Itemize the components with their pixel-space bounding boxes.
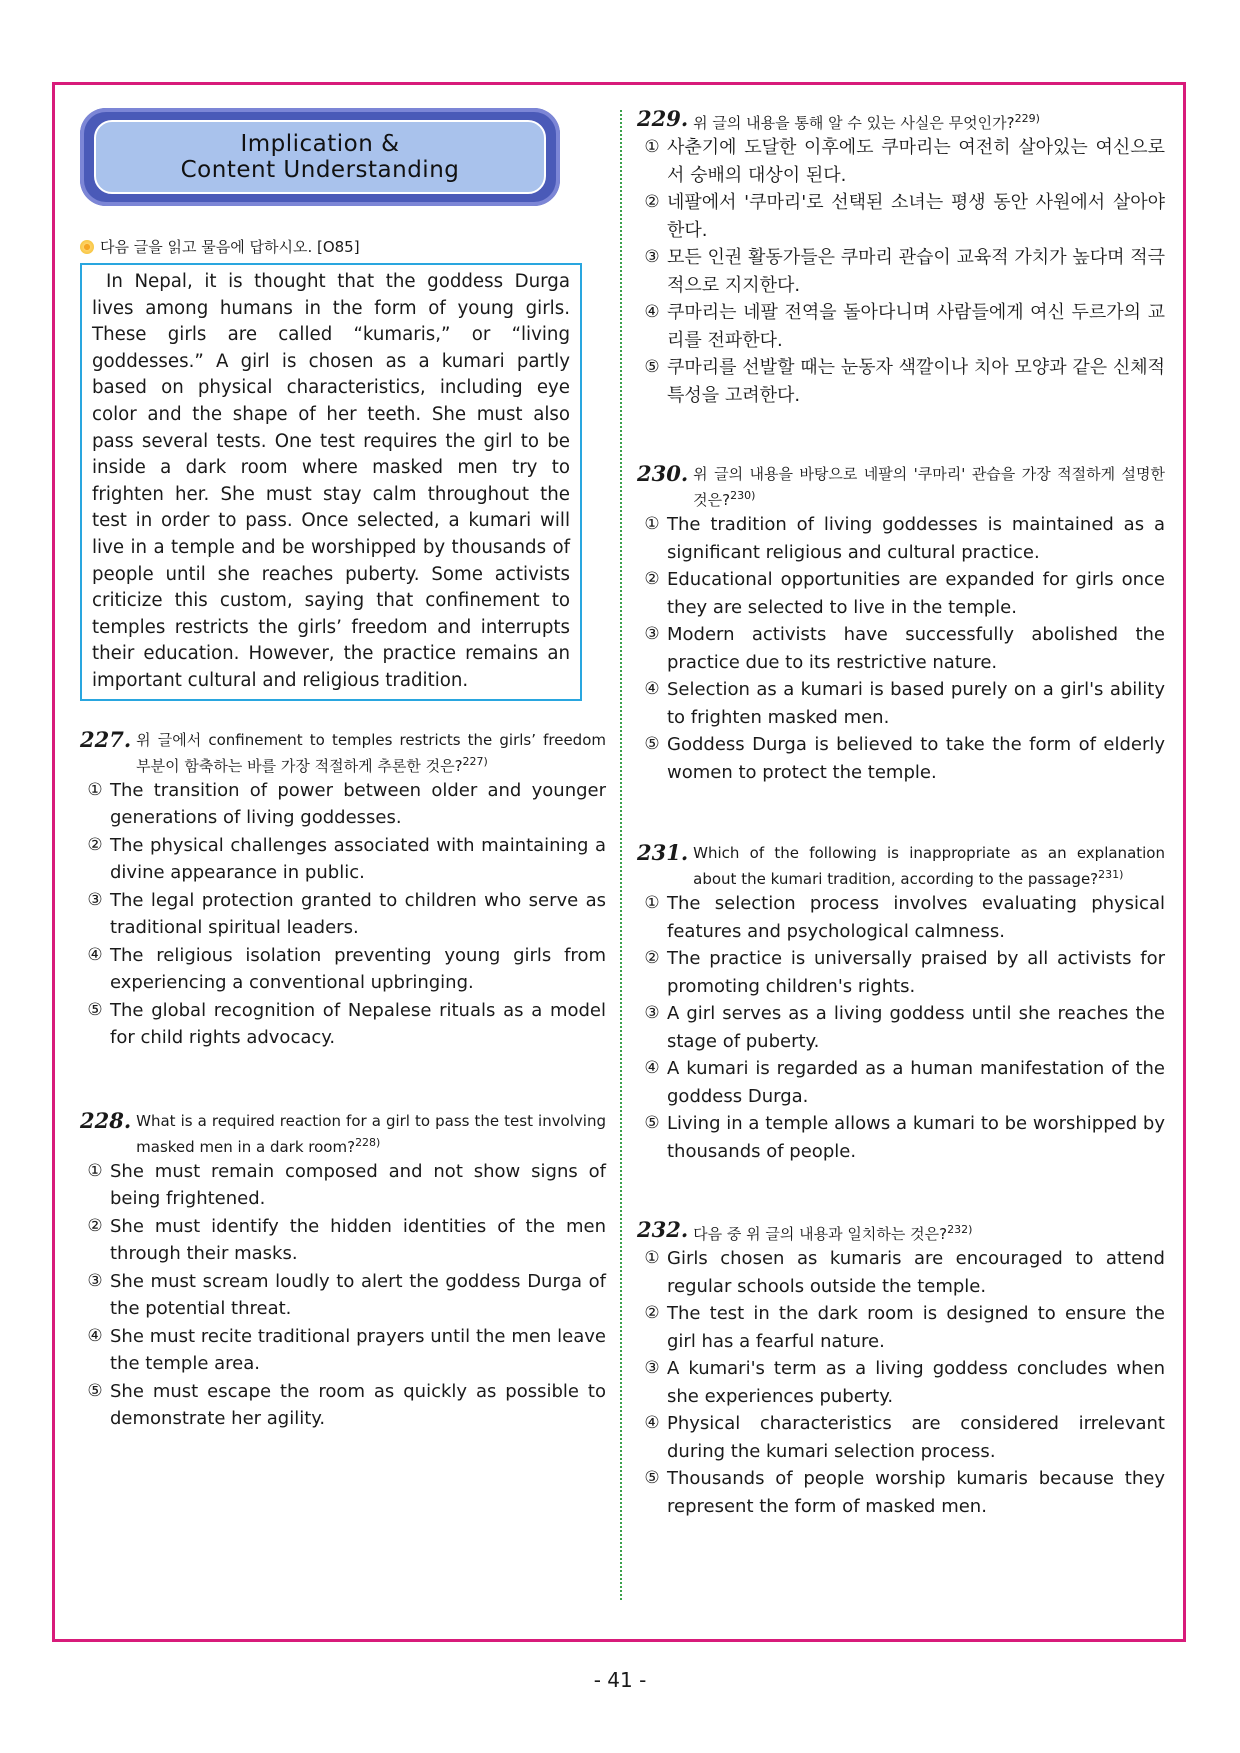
question-text: 위 글에서 confinement to temples restricts the girls’ freedom 부분이 함축하는 바를 가장 적절하게 추론한 것은?: [136, 730, 606, 775]
option-text: The tradition of living goddesses is maintained as a significant religious and cultural practice.: [667, 514, 1165, 563]
answer-option[interactable]: [637, 731, 1165, 786]
question-stem: [80, 1107, 606, 1158]
answer-option[interactable]: [637, 621, 1165, 676]
answer-option[interactable]: [637, 945, 1165, 1000]
question-stem: [637, 842, 1165, 890]
answer-option[interactable]: [80, 887, 606, 942]
answer-option[interactable]: [80, 1323, 606, 1378]
option-number: ②: [87, 1215, 103, 1236]
option-text: She must scream loudly to alert the goddess Durga of the potential threat.: [110, 1270, 606, 1319]
footnote-ref: 232): [947, 1223, 973, 1236]
badge-line2: Content Understanding: [180, 157, 460, 183]
answer-option[interactable]: [637, 1245, 1165, 1300]
option-number: ②: [644, 948, 660, 968]
option-number: ④: [644, 1413, 660, 1433]
option-text: The legal protection granted to children who serve as traditional spiritual leaders.: [110, 889, 606, 938]
answer-option[interactable]: [80, 942, 606, 997]
option-number: ③: [644, 1003, 660, 1023]
option-text: Girls chosen as kumaris are encouraged to attend regular schools outside the temple.: [667, 1248, 1165, 1297]
option-text: A girl serves as a living goddess until she reaches the stage of puberty.: [667, 1003, 1165, 1052]
question-number: 229.: [637, 106, 689, 131]
answer-option[interactable]: [637, 299, 1165, 354]
option-number: ③: [644, 1358, 660, 1378]
option-number: ②: [87, 834, 103, 855]
answer-option[interactable]: [80, 1268, 606, 1323]
question-232: [637, 1219, 1165, 1520]
option-text: Modern activists have successfully abolished the practice due to its restrictive nature.: [667, 624, 1165, 673]
answer-option[interactable]: [637, 189, 1165, 244]
question-stem: [637, 108, 1165, 134]
answer-option[interactable]: [637, 511, 1165, 566]
option-number: ①: [644, 1248, 660, 1268]
footnote-ref: 231): [1098, 868, 1124, 881]
answer-option[interactable]: [637, 1055, 1165, 1110]
option-number: ④: [644, 302, 660, 322]
question-stem: [637, 1219, 1165, 1245]
option-text: The religious isolation preventing young girls from experiencing a conventional upbringing.: [110, 944, 606, 993]
option-text: Physical characteristics are considered irrelevant during the kumari selection process.: [667, 1413, 1165, 1462]
option-text: Selection as a kumari is based purely on a girl's ability to frighten masked men.: [667, 679, 1165, 728]
option-text: 네팔에서 '쿠마리'로 선택된 소녀는 평생 동안 사원에서 살아야 한다.: [667, 192, 1165, 241]
option-text: She must identify the hidden identities of the men through their masks.: [110, 1215, 606, 1264]
question-number: 232.: [637, 1217, 689, 1242]
option-text: Goddess Durga is believed to take the form of elderly women to protect the temple.: [667, 734, 1165, 783]
option-number: ⑤: [87, 999, 103, 1020]
option-number: ③: [644, 247, 660, 267]
option-number: ③: [87, 889, 103, 910]
question-stem: [637, 463, 1165, 511]
option-text: 쿠마리를 선발할 때는 눈동자 색깔이나 치아 모양과 같은 신체적 특성을 고려한다.: [667, 357, 1165, 406]
question-text: 다음 중 위 글의 내용과 일치하는 것은?: [693, 1225, 948, 1243]
question-number: 228.: [80, 1107, 132, 1133]
question-text: 위 글의 내용을 통해 알 수 있는 사실은 무엇인가?: [693, 114, 1015, 132]
question-text: 위 글의 내용을 바탕으로 네팔의 '쿠마리' 관습을 가장 적절하게 설명한 것은?: [693, 465, 1165, 509]
answer-option[interactable]: [637, 1355, 1165, 1410]
answer-option[interactable]: [80, 832, 606, 887]
question-stem: [80, 726, 606, 777]
option-number: ⑤: [87, 1380, 103, 1401]
instruction: [80, 236, 606, 257]
option-number: ④: [644, 679, 660, 699]
answer-option[interactable]: [80, 1378, 606, 1433]
option-number: ①: [644, 137, 660, 157]
option-text: 쿠마리는 네팔 전역을 돌아다니며 사람들에게 여신 두르가의 교리를 전파한다.: [667, 302, 1165, 351]
option-number: ②: [644, 1303, 660, 1323]
option-text: The transition of power between older and younger generations of living goddesses.: [110, 779, 606, 828]
option-number: ①: [644, 514, 660, 534]
option-text: A kumari's term as a living goddess concludes when she experiences puberty.: [667, 1358, 1165, 1407]
option-number: ③: [87, 1270, 103, 1291]
option-text: The selection process involves evaluating physical features and psychological calmness.: [667, 893, 1165, 942]
left-column: [80, 108, 606, 1433]
question-229: [637, 108, 1165, 409]
option-number: ②: [644, 569, 660, 589]
reading-passage: [80, 263, 582, 701]
option-text: She must remain composed and not show signs of being frightened.: [110, 1160, 606, 1209]
footnote-ref: 228): [355, 1135, 381, 1149]
passage-text: In Nepal, it is thought that the goddess Durga lives among humans in the form of young girls. These girls are called “kumaris,” or “living goddesses.” A girl is chosen as a kumari partly based on physical characteristics, including eye color and the shape of her teeth. She must also pass several tests. One test requires the girl to be inside a dark room where masked men try to frighten her. She must stay calm throughout the test in order to pass. Once selected, a kumari will live in a temple and be worshipped by thousands of people until she reaches puberty. Some activists criticize this custom, saying that confinement to temples restricts the girls’ freedom and interrupts their education. However, the practice remains an important cultural and religious tradition.: [92, 271, 570, 691]
option-text: Thousands of people worship kumaris because they represent the form of masked men.: [667, 1468, 1165, 1517]
answer-option[interactable]: [637, 566, 1165, 621]
answer-option[interactable]: [80, 997, 606, 1052]
question-231: [637, 842, 1165, 1165]
section-badge: [80, 108, 560, 206]
option-number: ⑤: [644, 1113, 660, 1133]
right-column: [637, 108, 1165, 1520]
option-text: 사춘기에 도달한 이후에도 쿠마리는 여전히 살아있는 여신으로서 숭배의 대상이 된다.: [667, 137, 1165, 186]
question-number: 230.: [637, 461, 689, 486]
option-text: She must recite traditional prayers until the men leave the temple area.: [110, 1325, 606, 1374]
footnote-ref: 229): [1014, 112, 1040, 125]
answer-option[interactable]: [637, 676, 1165, 731]
answer-option[interactable]: [637, 1410, 1165, 1465]
answer-option[interactable]: [637, 134, 1165, 189]
answer-option[interactable]: [80, 1158, 606, 1213]
option-number: ④: [87, 944, 103, 965]
badge-line1: Implication &: [240, 131, 400, 157]
answer-option[interactable]: [637, 354, 1165, 409]
column-divider: [620, 110, 622, 1600]
answer-option[interactable]: [80, 1213, 606, 1268]
option-number: ②: [644, 192, 660, 212]
option-text: The global recognition of Nepalese rituals as a model for child rights advocacy.: [110, 999, 606, 1048]
option-number: ④: [644, 1058, 660, 1078]
answer-option[interactable]: [637, 1110, 1165, 1165]
footnote-ref: 230): [730, 489, 756, 502]
question-227: [80, 726, 606, 1052]
option-number: ④: [87, 1325, 103, 1346]
answer-option[interactable]: [637, 1000, 1165, 1055]
answer-option[interactable]: [637, 1465, 1165, 1520]
option-text: She must escape the room as quickly as possible to demonstrate her agility.: [110, 1380, 606, 1429]
option-text: A kumari is regarded as a human manifestation of the goddess Durga.: [667, 1058, 1165, 1107]
footnote-ref: 227): [462, 754, 488, 768]
question-text: Which of the following is inappropriate as an explanation about the kumari tradition, according to the passage?: [693, 844, 1165, 888]
answer-option[interactable]: [637, 244, 1165, 299]
option-text: Educational opportunities are expanded for girls once they are selected to live in the temple.: [667, 569, 1165, 618]
question-number: 227.: [80, 726, 132, 752]
question-230: [637, 463, 1165, 786]
option-number: ⑤: [644, 357, 660, 377]
option-number: ⑤: [644, 1468, 660, 1488]
option-number: ③: [644, 624, 660, 644]
option-number: ①: [87, 1160, 103, 1181]
question-number: 231.: [637, 840, 689, 865]
question-text: What is a required reaction for a girl to pass the test involving masked men in a dark room?: [136, 1111, 606, 1156]
option-text: Living in a temple allows a kumari to be worshipped by thousands of people.: [667, 1113, 1165, 1162]
option-text: The test in the dark room is designed to ensure the girl has a fearful nature.: [667, 1303, 1165, 1352]
option-text: 모든 인권 활동가들은 쿠마리 관습이 교육적 가치가 높다며 적극적으로 지지한다.: [667, 247, 1165, 296]
page-number: - 41 -: [593, 1668, 647, 1692]
option-number: ①: [644, 893, 660, 913]
instruction-text: 다음 글을 읽고 물음에 답하시오. [O85]: [100, 238, 360, 256]
option-number: ⑤: [644, 734, 660, 754]
option-text: The practice is universally praised by all activists for promoting children's rights.: [667, 948, 1165, 997]
answer-option[interactable]: [637, 1300, 1165, 1355]
question-228: [80, 1107, 606, 1433]
answer-option[interactable]: [637, 890, 1165, 945]
option-number: ①: [87, 779, 103, 800]
flower-icon: [80, 240, 94, 254]
answer-option[interactable]: [80, 777, 606, 832]
option-text: The physical challenges associated with maintaining a divine appearance in public.: [110, 834, 606, 883]
